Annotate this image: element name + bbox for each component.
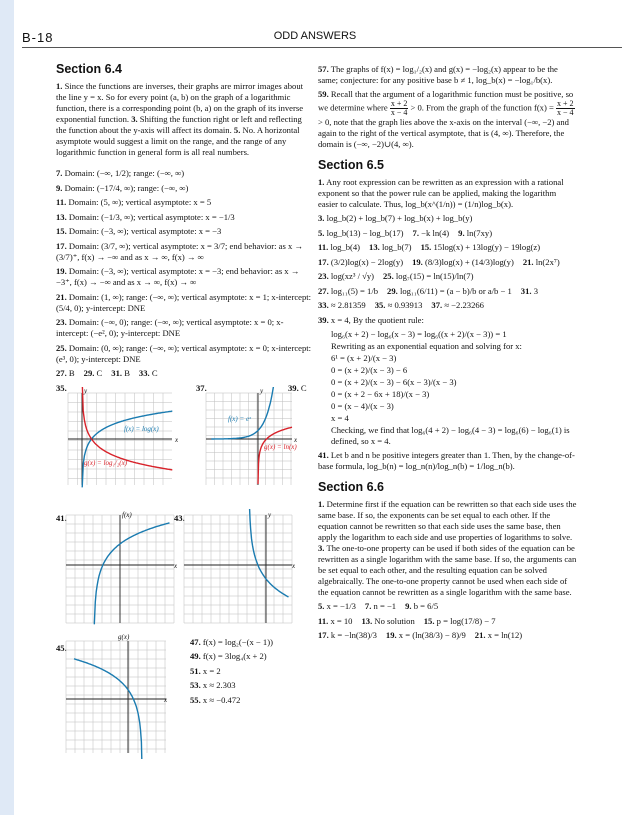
answer-item: 27. log₁₁(5) = 1/b: [318, 285, 379, 296]
answer-text: Domain: (1, ∞); range: (−∞, ∞); vertical asymptote: x = 1; x-intercept: (5/4, 0); y-intercept: DNE: [56, 291, 312, 313]
answer-6-4-1-3-5: [56, 81, 312, 158]
axis-label-x: x: [174, 561, 178, 570]
answer-item: 29. log₁₁(6/11) = (a − b)/b or a/b − 1: [387, 285, 512, 296]
page-edge-band: [0, 0, 14, 815]
curve-label-f: f(x) = log(x): [124, 424, 159, 433]
answer-text: Shifting the function right or left and reflecting the function about the y-axis will affect its domain.: [56, 114, 302, 135]
answer-item: 5. log_b(13) − log_b(17): [318, 227, 404, 238]
answer-row: [318, 271, 578, 282]
page-label: B-18: [22, 30, 54, 45]
graphs-area: [56, 383, 312, 633]
answer-6-4-23: [56, 317, 312, 339]
answer-item: 7. −k ln(4): [412, 227, 450, 238]
section-6-4-heading: Section 6.4: [56, 62, 122, 76]
answer-item: 27. B: [56, 368, 75, 378]
graph-37: [202, 387, 300, 493]
answer-row: [318, 300, 578, 311]
answer-number: 13.: [56, 211, 67, 222]
answer-number: 7.: [56, 168, 63, 178]
answer-6-4-13: [56, 212, 312, 223]
answer-text: Since the functions are inverses, their graphs are mirror images about the line y = x. So for every point (a, b) on the graph of a logarithmic function, there is a corresponding point (b, a) on the graph of its inverse exponential function.: [56, 81, 304, 124]
answer-6-4-11: [56, 197, 312, 208]
answer-row-mc: [56, 368, 312, 379]
answer-text: No. A horizontal asymptote would suggest a limit on the range, and the range of any logarithmic function in general form is all real numbers.: [56, 125, 300, 157]
answer-row: [318, 242, 578, 253]
answer-item: 11. log_b(4): [318, 242, 361, 252]
graph-45-number: 45.: [56, 642, 67, 653]
answer-item: 19. (8/3)log(x) + (14/3)log(y): [412, 256, 514, 267]
math-step: 0 = (x + 2 − 6x + 18)/(x − 3): [331, 389, 430, 399]
axis-label-x: x: [164, 695, 168, 704]
answer-number: 23.: [56, 317, 67, 327]
answer-number: 19.: [56, 266, 67, 276]
axis-label-x: x: [175, 435, 179, 444]
axis-label-x: x: [294, 435, 298, 444]
answer-row: [318, 257, 578, 268]
answer-item: 31. B: [111, 368, 130, 378]
axis-label-y: y: [260, 386, 264, 395]
curve-label-g: g(x) = log₁/₂(x): [84, 458, 128, 467]
curve: [94, 522, 169, 623]
graph-45: [62, 631, 172, 759]
answer-item: 19. x = (ln(38/3) − 8)/9: [385, 630, 466, 640]
answers-47-55: [190, 637, 310, 710]
curve-label-f: f(x) = eˣ: [228, 414, 252, 423]
curve-f: [82, 411, 172, 487]
answer-text: Domain: (−∞, 1/2); range: (−∞, ∞): [64, 168, 185, 178]
answer-number: 1.: [56, 81, 63, 91]
answer-text: Domain: (−3, ∞); vertical asymptote: x = −3: [68, 226, 222, 236]
answer-item: 29. C: [83, 368, 103, 378]
answer-item: 21. x = ln(12): [474, 630, 523, 640]
answer-item: 21. ln(2x⁷): [522, 256, 560, 267]
running-header: ODD ANSWERS: [273, 30, 357, 42]
answer-text: Domain: (3/7, ∞); vertical asymptote: x = 3/7; end behavior: as x → (3/7)⁺, f(x) → −∞ and as x → ∞, f(x) → ∞: [56, 240, 304, 262]
answer-6-5-41: 41. Let b and n be positive integers greater than 1. Then, by the change-of-base formula, log_b(n) = log_n(n)/log_n(b) = 1/log_n(b).: [318, 450, 575, 471]
answer-6-4-21: [56, 292, 312, 314]
header-rule: [22, 47, 622, 48]
answer-6-4-53: 53. x ≈ 2.303: [190, 680, 236, 690]
answer-row: [318, 213, 578, 224]
answer-row: [318, 286, 578, 297]
fraction: $\frac{x + 2}{x - 4}$: [557, 99, 574, 117]
answer-item: 13. log_b(7): [369, 242, 412, 252]
answer-row: [318, 228, 578, 239]
math-step: 0 = (x − 4)/(x − 3): [331, 401, 394, 411]
curve-label-g: g(x) = ln(x): [264, 442, 297, 451]
answer-6-4-47: 47. f(x) = log₂(−(x − 1)): [190, 636, 273, 647]
answer-text: Domain: (5, ∞); vertical asymptote: x = 5: [68, 197, 212, 207]
fraction: $\frac{x + 2}{x - 4}$: [390, 99, 408, 117]
answer-number: 15.: [56, 226, 67, 236]
left-column: [56, 64, 312, 761]
answer-number: 17.: [56, 240, 67, 251]
graph-45-area: [56, 633, 312, 761]
answer-6-4-7: [56, 168, 312, 179]
answer-item: 17. (3/2)log(x) − 2log(y): [318, 256, 404, 267]
answer-item: 15. 15log(x) + 13log(y) − 19log(z): [420, 242, 541, 252]
answer-number: 9.: [56, 182, 63, 193]
graph-35-number: 35.: [56, 382, 67, 393]
answer-item: 25. log₇(15) = ln(15)/ln(7): [383, 271, 474, 281]
math-step: 0 = (x + 2)/(x − 3) − 6: [331, 365, 408, 375]
answer-item: 5. x = −1/3: [318, 601, 356, 611]
math-line: Rewriting as an exponential equation and solving for x:: [331, 341, 522, 351]
graph-41-number: 41.: [56, 512, 67, 523]
axis-label-x: x: [292, 561, 296, 570]
math-check: Checking, we find that log₆(4 + 2) − log₆(4 − 3) = log₆(6) − log₆(1) is defined, so x = 4.: [331, 425, 570, 446]
section-6-5-heading: Section 6.5: [318, 158, 384, 172]
graph-label: g(x): [118, 632, 130, 641]
answer-6-4-39: 39. C: [288, 382, 307, 393]
graph-43: [180, 509, 300, 629]
answer-item: 7. n = −1: [364, 601, 397, 611]
answer-text: Domain: (−∞, 0); range: (−∞, ∞); vertical asymptote: x = 0; x-intercept: (−e², 0); y-intercept: DNE: [56, 317, 284, 338]
graph-37-number: 37.: [196, 382, 207, 393]
answer-item: 33. C: [138, 368, 158, 378]
answer-6-4-15: [56, 226, 312, 237]
answer-row: [318, 630, 578, 641]
answer-6-4-25: [56, 343, 312, 365]
math-line: log₆(x + 2) − log₆(x − 3) = log₆((x + 2)/(x − 3)) = 1: [331, 329, 507, 339]
answer-6-5-1: 1. Any root expression can be rewritten as an expression with a rational exponent so that the power rule can be applied, making the logarithm easier to calculate. Thus, log_b(x^(1/n)) = (1/n)log_b(x).: [318, 177, 564, 209]
section-6-6-heading: Section 6.6: [318, 480, 384, 494]
answer-item: 37. ≈ −2.23266: [431, 300, 484, 310]
answer-item: 17. k = −ln(38)/3: [318, 630, 377, 640]
answer-number: 21.: [56, 291, 67, 302]
answer-6-4-9: [56, 183, 312, 194]
answer-item: 15. p = log(17/8) − 7: [423, 615, 496, 626]
answer-text: Domain: (0, ∞); range: (−∞, ∞); vertical asymptote: x = 0; x-intercept: (e³, 0); y-intercept: DNE: [56, 342, 312, 364]
answer-row: [318, 601, 578, 612]
answer-6-5-39: 39. x = 4, By the quotient rule:: [318, 314, 424, 325]
math-step: 0 = (x + 2)/(x − 3) − 6(x − 3)/(x − 3): [331, 377, 457, 387]
curve-f: [211, 387, 276, 439]
answer-item: 9. ln(7xy): [458, 227, 493, 238]
answer-item: 23. log(xz³ / √y): [318, 271, 374, 281]
answer-item: 11. x = 10: [318, 615, 353, 626]
curve: [249, 509, 288, 597]
answer-6-4-49: 49. f(x) = 3log₄(x + 2): [190, 651, 267, 661]
answer-row: [318, 616, 578, 627]
answer-6-4-57: 57. The graphs of f(x) = log₁/₂(x) and g(x) = −log₂(x) appear to be the same; conjecture: for any positive base b ≠ 1, log_b(x) = −log₁/b(x).: [318, 64, 558, 85]
math-step: 6¹ = (x + 2)/(x − 3): [331, 353, 397, 363]
answer-6-6-1-3: 1. Determine first if the equation can be rewritten so that each side uses the same base. If so, the exponents can be set equal to each other. If the equation cannot be rewritten so that each side uses the same base, then apply the logarithm to each side and use properties of logarithms to solve. 3. The one-to-one property can be used if both sides of the equation can be rewritten as a single logarithm with the same base. If so, the arguments can be set equal to each other, and the resulting equation can be solved algebraically. The one-to-one property cannot be used when each side of the equation cannot be rewritten as a single logarithm with the same base.: [318, 499, 577, 597]
answer-6-4-55: 55. x ≈ −0.472: [190, 694, 241, 705]
math-step: x = 4: [331, 413, 349, 423]
answer-item: 31. 3: [520, 285, 538, 296]
answer-item: 3. log_b(2) + log_b(7) + log_b(x) + log_b(y): [318, 213, 473, 223]
axis-label-y: y: [84, 386, 88, 395]
graph-41: [62, 509, 182, 629]
answer-text: Domain: (−1/3, ∞); vertical asymptote: x = −1/3: [68, 211, 235, 222]
right-column: [318, 64, 578, 645]
answer-text: Domain: (−17/4, ∞); range: (−∞, ∞): [64, 182, 189, 193]
answer-number: 3.: [131, 114, 138, 124]
answer-item: 13. No solution: [361, 615, 415, 626]
answer-item: 9. b = 6/5: [405, 601, 439, 611]
answer-item: 35. ≈ 0.93913: [374, 300, 423, 310]
graph-43-number: 43.: [174, 512, 185, 523]
answer-6-4-51: 51. x = 2: [190, 665, 221, 676]
answer-6-4-17: [56, 241, 312, 263]
axis-label-y: y: [268, 510, 272, 519]
graph-label: f(x): [122, 510, 132, 519]
answer-text: Domain: (−3, ∞); vertical asymptote: x = −3; end behavior: as x → −3⁺, f(x) → −∞ and as x → ∞, f(x) → ∞: [56, 266, 300, 287]
graph-35: [64, 387, 182, 493]
answer-6-4-59: 59. Recall that the argument of a logarithmic function must be positive, so we determine where $\frac{x + 2}{x - 4}$ > 0. From the graph of the function f(x) = $\frac{x + 2}{x - 4}$ > 0, note that the graph lies above the x-axis on the interval (−∞, −2) and again to the right of the vertical asymptote, that is (4, ∞). Therefore, the domain is (−∞, −2)∪(4, ∞).: [318, 89, 574, 149]
answer-item: 33. ≈ 2.81359: [318, 300, 366, 310]
answer-number: 25.: [56, 342, 67, 353]
answer-number: 5.: [233, 125, 241, 135]
answer-number: 11.: [56, 197, 67, 207]
answer-6-4-19: [56, 266, 312, 288]
